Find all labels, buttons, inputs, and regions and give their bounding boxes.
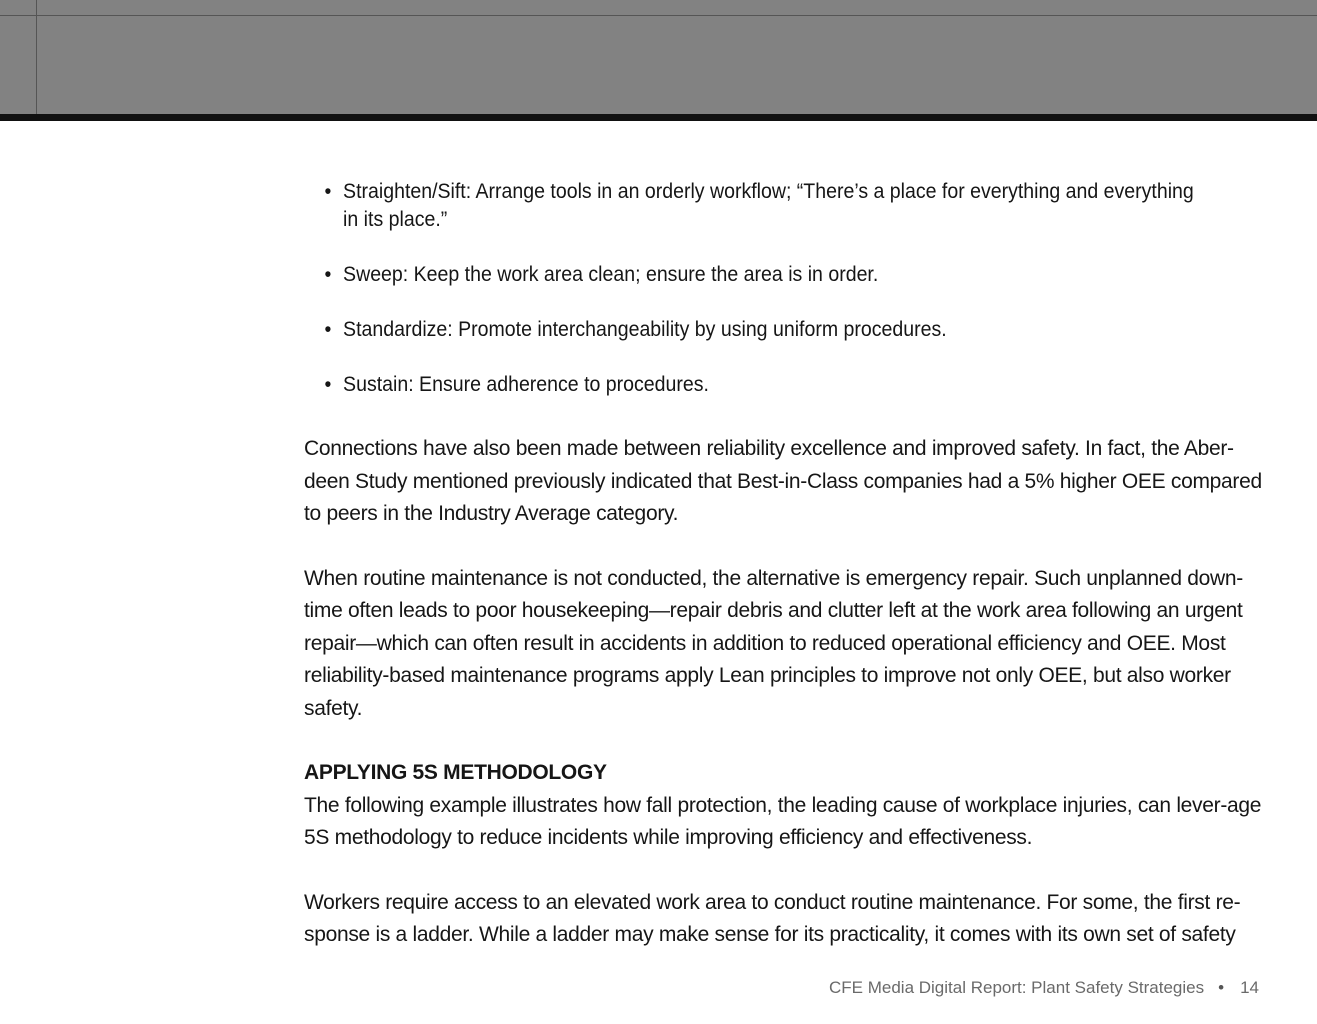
page-footer xyxy=(829,978,1259,998)
list-item-text: Standardize: Promote interchangeability by using uniform procedures. xyxy=(343,318,947,341)
paragraph-routine-maintenance: When routine maintenance is not conducted, the alternative is emergency repair. Such unplanned down-time often leads to poor housekeeping—repair debris and clutter left at the work area following an urgent repair—which can often result in accidents in addition to reduced operational efficiency and OEE. Most reliability-based maintenance programs apply Lean principles to improve not only OEE, but also worker safety. xyxy=(304,566,1243,720)
bullet-icon: • xyxy=(324,318,332,341)
header-band xyxy=(0,0,1317,114)
paragraph-connections: Connections have also been made between reliability excellence and improved safety. In fact, the Aber-deen Study mentioned previously indicated that Best-in-Class companies had a 5% higher OEE compared to peers in the Industry Average category. xyxy=(304,437,1262,525)
list-item xyxy=(304,261,1202,289)
footer-separator: • xyxy=(1218,978,1225,997)
section-heading: APPLYING 5S METHODOLOGY xyxy=(304,761,607,784)
list-item xyxy=(304,371,1202,399)
document-body xyxy=(304,178,1270,952)
bullet-icon: • xyxy=(324,263,332,286)
list-item xyxy=(304,178,1202,234)
footer-report-title: CFE Media Digital Report: Plant Safety Strategies xyxy=(829,978,1205,997)
paragraph-elevated-access: Workers require access to an elevated work area to conduct routine maintenance. For some, the first re-sponse is a ladder. While a ladder may make sense for its practicality, it comes with its own set of safety xyxy=(304,890,1241,946)
header-rule xyxy=(0,114,1317,121)
list-item-text: Sustain: Ensure adherence to procedures. xyxy=(343,373,709,396)
five-s-list xyxy=(304,178,1270,399)
header-divider-horizontal xyxy=(0,15,1317,16)
paragraph-fall-protection: The following example illustrates how fall protection, the leading cause of workplace injuries, can lever-age 5S methodology to reduce incidents while improving efficiency and effectiveness. xyxy=(304,793,1262,849)
bullet-icon: • xyxy=(324,373,332,396)
list-item-text: Sweep: Keep the work area clean; ensure the area is in order. xyxy=(343,263,879,286)
list-item-text: Straighten/Sift: Arrange tools in an orderly workflow; “There’s a place for everything and everything in its place.” xyxy=(343,180,1194,231)
bullet-icon: • xyxy=(324,180,332,203)
header-divider-vertical xyxy=(36,0,37,114)
list-item xyxy=(304,316,1202,344)
page-number: 14 xyxy=(1240,978,1259,997)
